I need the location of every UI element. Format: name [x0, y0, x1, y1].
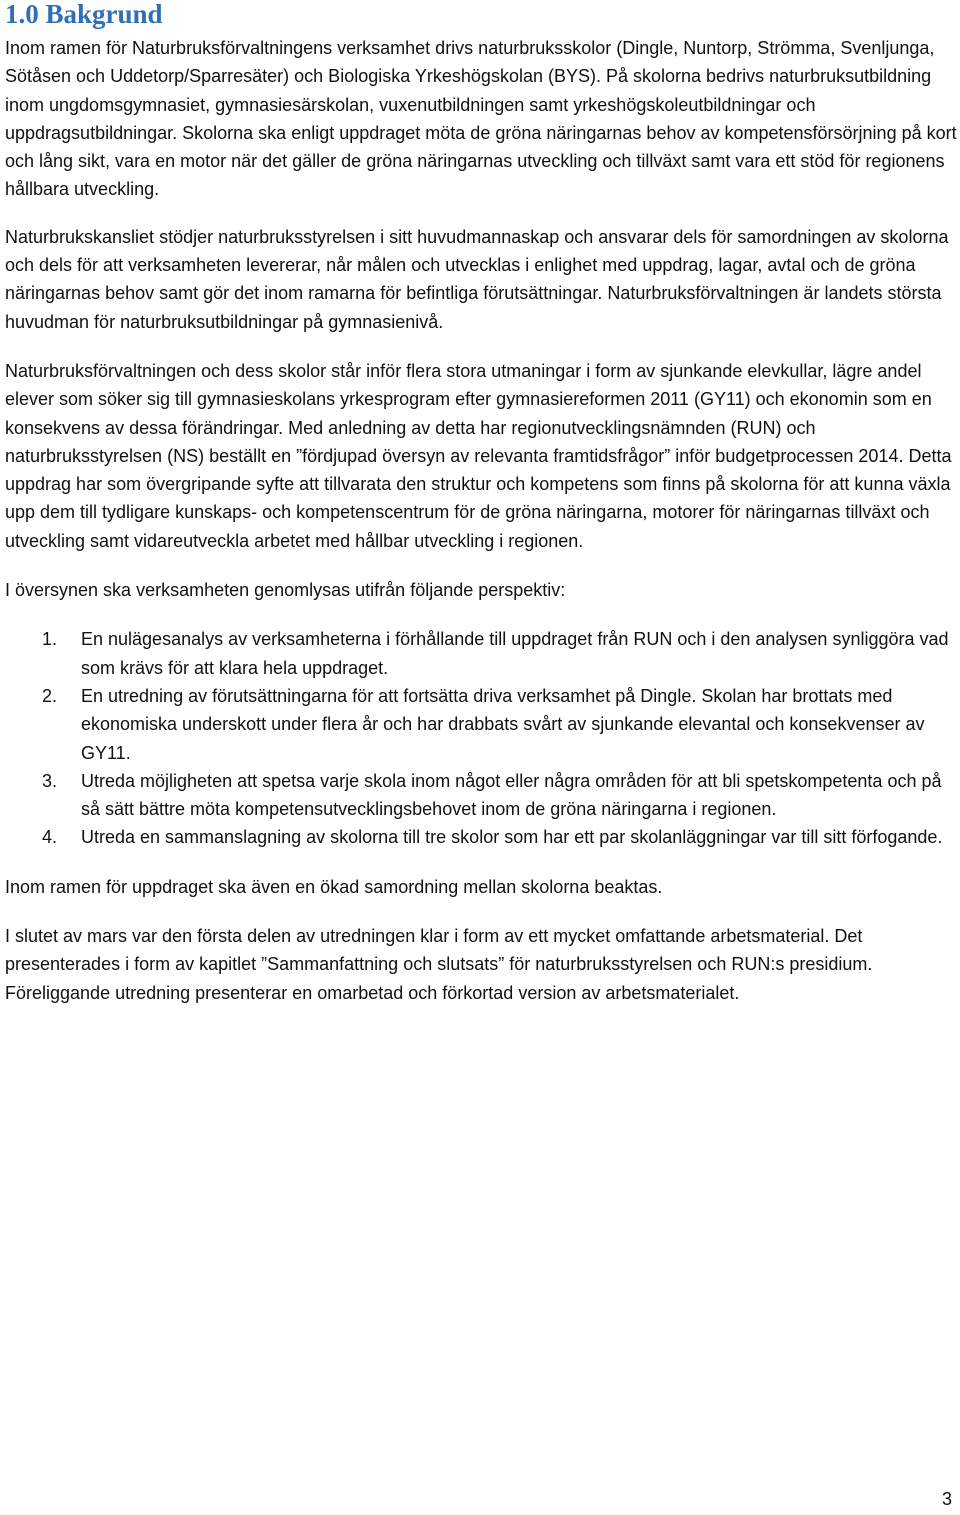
- list-item: [5, 767, 957, 824]
- list-item-number: 2.: [42, 685, 58, 706]
- list-item-number: 1.: [42, 629, 58, 650]
- perspectives-list: [5, 625, 957, 851]
- paragraph-background: Inom ramen för Naturbruksförvaltningens verksamhet drivs naturbruksskolor (Dingle, Nuntorp, Strömma, Svenljunga, Sötåsen och Uddetorp/Sparresäter) och Biologiska Yrkeshögskolan (BYS). På skolorna bedrivs naturbruksutbildning inom ungdomsgymnasiet, gymnasiesärskolan, vuxenutbildningen samt yrkeshögskoleutbildningar och uppdragsutbildningar. Skolorna ska enligt uppdraget möta de gröna näringarnas behov av kompetensförsörjning på kort och lång sikt, vara en motor när det gäller de gröna näringarnas utveckling och tillväxt samt vara ett stöd för regionens hållbara utveckling.: [5, 38, 957, 200]
- document-page: [5, 0, 957, 1028]
- list-item-number: 3.: [42, 770, 58, 791]
- paragraph-coordination: Inom ramen för uppdraget ska även en ökad samordning mellan skolorna beaktas.: [5, 876, 663, 897]
- list-item: [5, 823, 957, 851]
- section-heading: 1.0 Bakgrund: [5, 0, 163, 29]
- paragraph-perspectives-intro: I översynen ska verksamheten genomlysas utifrån följande perspektiv:: [5, 580, 566, 601]
- page-number: 3: [941, 1489, 952, 1509]
- list-item: [5, 625, 957, 682]
- paragraph-naturbrukskansliet: Naturbrukskansliet stödjer naturbruksstyrelsen i sitt huvudmannaskap och ansvarar dels för samordningen av skolorna och dels för att verksamheten levererar, når målen och utvecklas i enlighet med uppdrag, lagar, avtal och de gröna näringarnas behov samt gör det inom ramarna för befintliga förutsättningar. Naturbruksförvaltningen är landets största huvudman för naturbruksutbildningar på gymnasienivå.: [5, 226, 949, 332]
- paragraph-challenges: Naturbruksförvaltningen och dess skolor står inför flera stora utmaningar i form av sjunkande elevkullar, lägre andel elever som söker sig till gymnasieskolans yrkesprogram efter gymnasiereformen 2011 (GY11) och ekonomin som en konsekvens av dessa förändringar. Med anledning av detta har regionutvecklingsnämnden (RUN) och naturbruksstyrelsen (NS) beställt en ”fördjupad översyn av relevanta framtidsfrågor” inför budgetprocessen 2014. Detta uppdrag har som övergripande syfte att tillvarata den struktur och kompetens som finns på skolorna för att kunna växla upp dem till tydligare kunskaps- och kompetenscentrum för de gröna näringarna, motorer för näringarnas tillväxt och utveckling samt vidareutveckla arbetet med hållbar utveckling i regionen.: [5, 360, 952, 551]
- list-item-text: Utreda möjligheten att spetsa varje skola inom något eller några områden för att bli spetskompetenta och på så sätt bättre möta kompetensutvecklingsbehovet inom de gröna näringarna i regionen.: [81, 770, 942, 820]
- list-item-number: 4.: [42, 827, 58, 848]
- paragraph-conclusion: I slutet av mars var den första delen av utredningen klar i form av ett mycket omfattande arbetsmaterial. Det presenterades i form av kapitlet ”Sammanfattning och slutsats” för naturbruksstyrelsen och RUN:s presidium. Föreliggande utredning presenterar en omarbetad och förkortad version av arbetsmaterialet.: [5, 926, 873, 1003]
- list-item-text: Utreda en sammanslagning av skolorna till tre skolor som har ett par skolanläggningar var till sitt förfogande.: [81, 827, 943, 848]
- list-item-text: En nulägesanalys av verksamheterna i förhållande till uppdraget från RUN och i den analysen synliggöra vad som krävs för att klara hela uppdraget.: [81, 629, 949, 678]
- list-item-text: En utredning av förutsättningarna för att fortsätta driva verksamhet på Dingle. Skolan har brottats med ekonomiska underskott under flera år och har drabbats svårt av sjunkande elevantal och konsekvenser av GY11.: [81, 685, 925, 763]
- list-item: [5, 682, 957, 767]
